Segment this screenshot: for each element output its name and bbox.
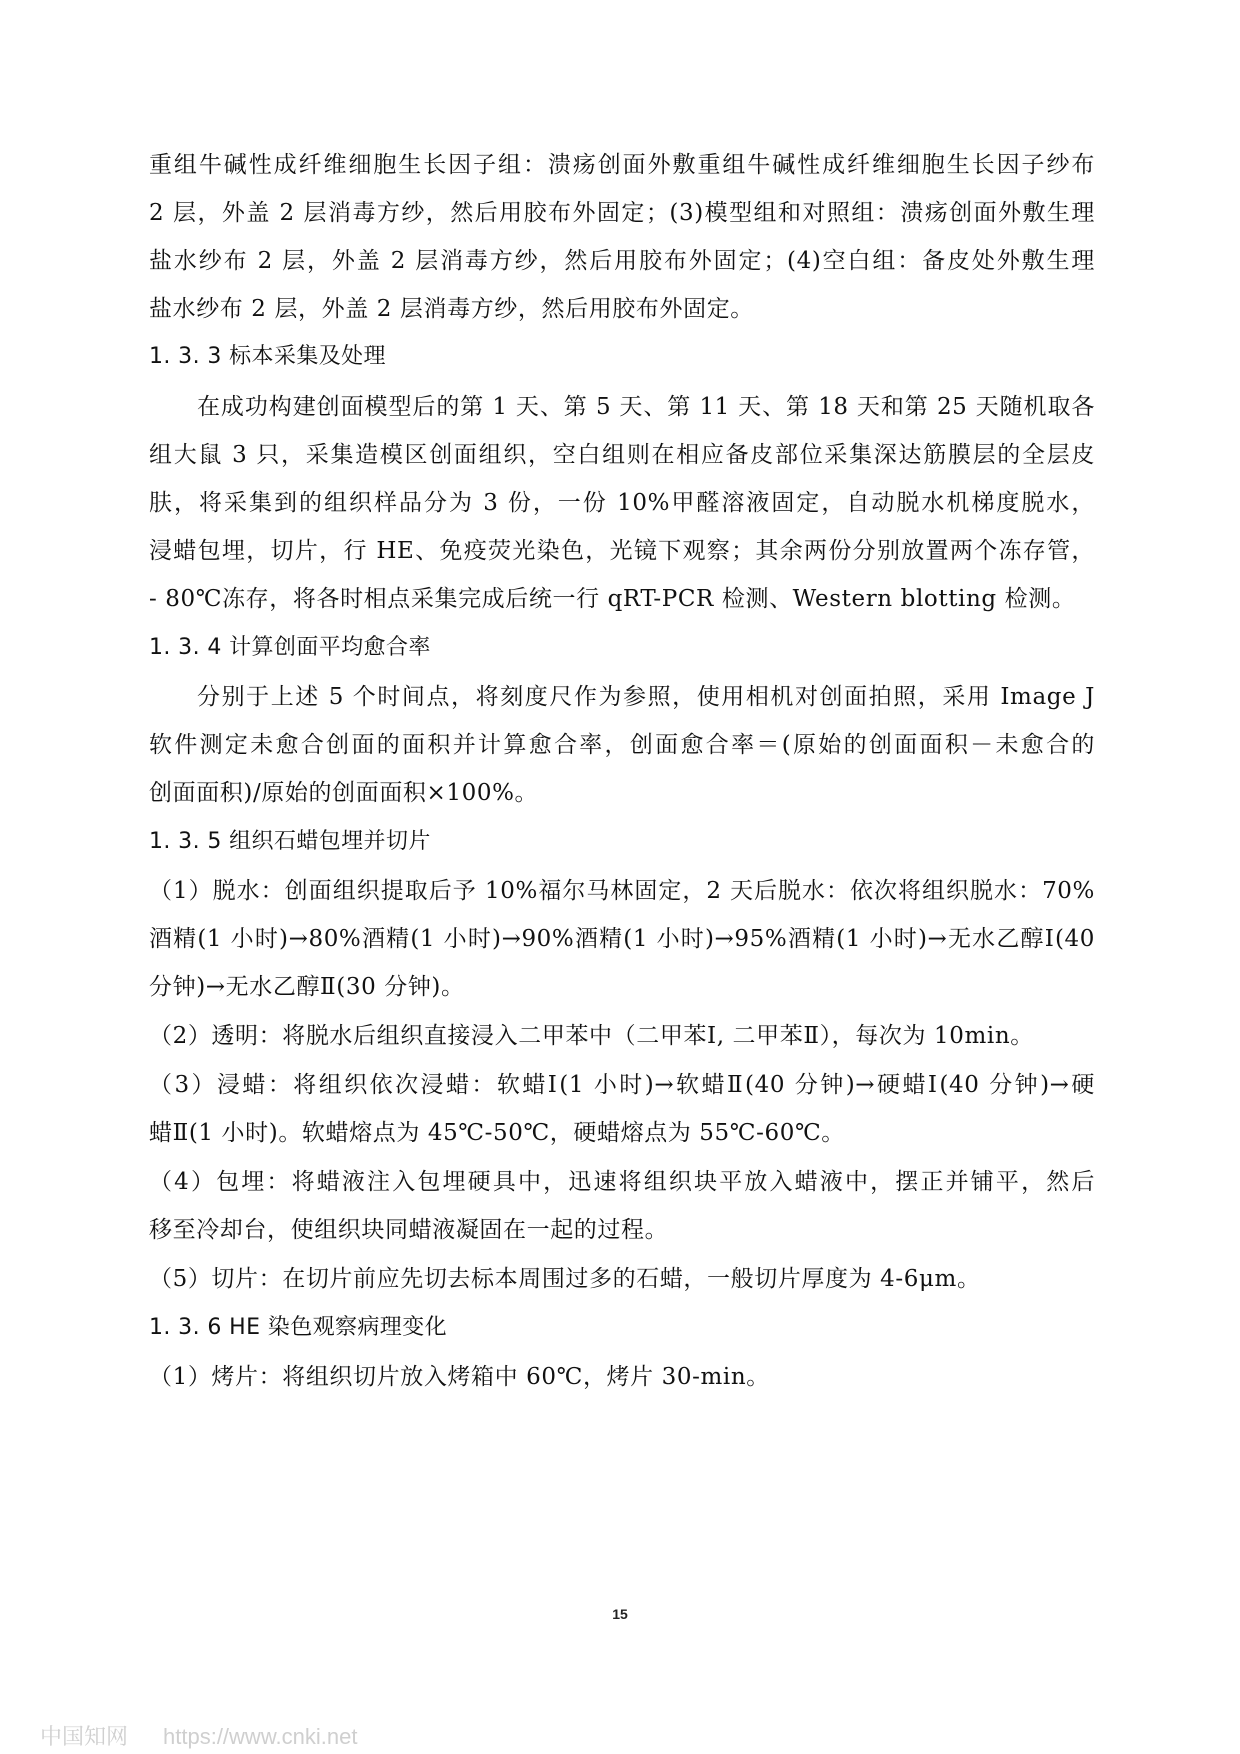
body-text-line: 分钟)→无水乙醇Ⅱ(30 分钟)。 <box>149 974 465 1000</box>
body-text-line: - 80℃冻存，将各时相点采集完成后统一行 qRT-PCR 检测、Western blotting 检测。 <box>149 586 1076 612</box>
section-heading-1-3-4: 1. 3. 4 计算创面平均愈合率 <box>149 635 431 660</box>
watermark-brand: 中国知网 <box>40 1725 129 1750</box>
section-heading-1-3-5: 1. 3. 5 组织石蜡包埋并切片 <box>149 829 431 854</box>
body-text-line: （2）透明：将脱水后组织直接浸入二甲苯中（二甲苯Ⅰ, 二甲苯Ⅱ），每次为 10min。 <box>149 1023 1034 1049</box>
watermark-url: https://www.cnki.net <box>163 1724 358 1749</box>
body-text-line: 2 层，外盖 2 层消毒方纱，然后用胶布外固定；(3)模型组和对照组：溃疡创面外敷生理 <box>149 200 1095 226</box>
body-text-line: 重组牛碱性成纤维细胞生长因子组：溃疡创面外敷重组牛碱性成纤维细胞生长因子纱布 <box>149 152 1095 178</box>
body-text-line: 酒精(1 小时)→80%酒精(1 小时)→90%酒精(1 小时)→95%酒精(1 小时)→无水乙醇Ⅰ(40 <box>149 926 1095 952</box>
body-text-line: 蜡Ⅱ(1 小时)。软蜡熔点为 45℃-50℃，硬蜡熔点为 55℃-60℃。 <box>149 1120 845 1146</box>
body-text-line: （3）浸蜡：将组织依次浸蜡：软蜡Ⅰ(1 小时)→软蜡Ⅱ(40 分钟)→硬蜡Ⅰ(40 分钟)→硬 <box>149 1072 1095 1098</box>
body-text-line: 创面面积)/原始的创面面积×100%。 <box>149 780 539 806</box>
body-text-line: 浸蜡包埋，切片，行 HE、免疫荧光染色，光镜下观察；其余两份分别放置两个冻存管， <box>149 538 1095 564</box>
body-text-line: 肤，将采集到的组织样品分为 3 份，一份 10%甲醛溶液固定，自动脱水机梯度脱水， <box>149 490 1095 516</box>
body-text-line: 盐水纱布 2 层，外盖 2 层消毒方纱，然后用胶布外固定。 <box>149 296 754 322</box>
body-text-line: （1）烤片：将组织切片放入烤箱中 60℃，烤片 30-min。 <box>149 1364 770 1390</box>
body-text-line: 盐水纱布 2 层，外盖 2 层消毒方纱，然后用胶布外固定；(4)空白组：备皮处外敷生理 <box>149 248 1095 274</box>
cnki-watermark <box>40 1720 357 1751</box>
body-text-line: （1）脱水：创面组织提取后予 10%福尔马林固定，2 天后脱水：依次将组织脱水：70% <box>149 878 1095 904</box>
body-text-line: 组大鼠 3 只，采集造模区创面组织，空白组则在相应备皮部位采集深达筋膜层的全层皮 <box>149 442 1095 468</box>
page-number: 15 <box>612 1606 628 1622</box>
body-text-line: （5）切片：在切片前应先切去标本周围过多的石蜡，一般切片厚度为 4-6μm。 <box>149 1266 981 1292</box>
body-text-line: 分别于上述 5 个时间点，将刻度尺作为参照，使用相机对创面拍照，采用 Image J <box>197 684 1095 710</box>
body-text-line: 软件测定未愈合创面的面积并计算愈合率，创面愈合率＝(原始的创面面积－未愈合的 <box>149 732 1095 758</box>
body-text-line: （4）包埋：将蜡液注入包埋硬具中，迅速将组织块平放入蜡液中，摆正并铺平，然后 <box>149 1169 1095 1195</box>
body-text-line: 在成功构建创面模型后的第 1 天、第 5 天、第 11 天、第 18 天和第 25 天随机取各 <box>197 394 1095 420</box>
section-heading-1-3-3: 1. 3. 3 标本采集及处理 <box>149 344 386 369</box>
body-text-line: 移至冷却台，使组织块同蜡液凝固在一起的过程。 <box>149 1217 669 1243</box>
section-heading-1-3-6: 1. 3. 6 HE 染色观察病理变化 <box>149 1315 447 1340</box>
